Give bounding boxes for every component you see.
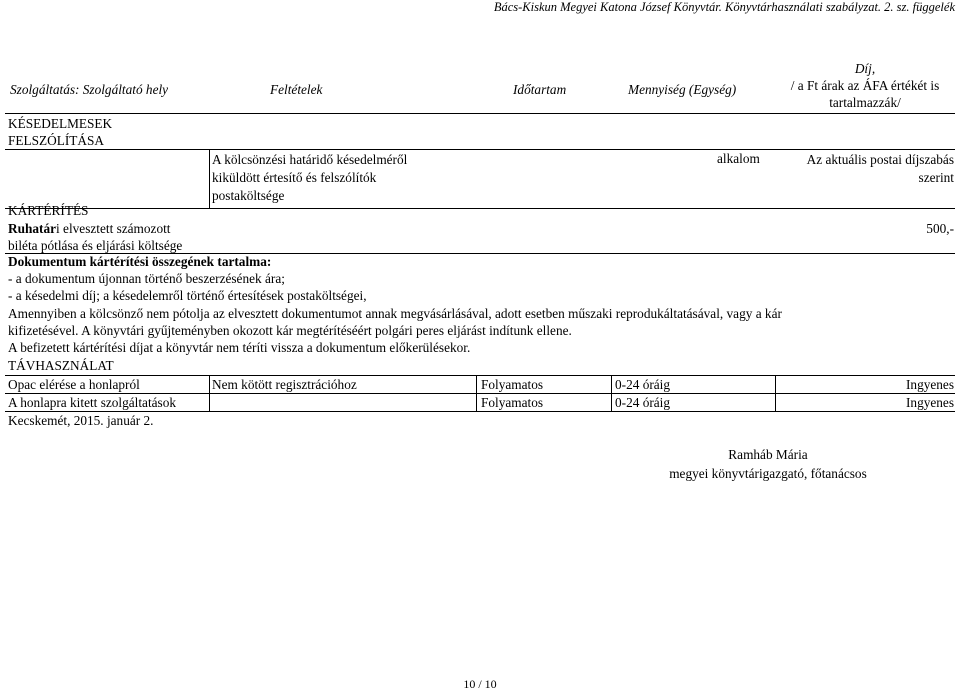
late-notice-title-line2: FELSZÓLÍTÁSA xyxy=(8,133,105,148)
remote-row-2-duration: Folyamatos xyxy=(481,395,544,410)
remote-title: TÁVHASZNÁLAT xyxy=(8,358,114,373)
section-divider xyxy=(5,208,955,209)
signer-title: megyei könyvtárigazgató, főtanácsos xyxy=(669,466,867,481)
section-divider xyxy=(5,149,955,150)
remote-row-1-service: Opac elérése a honlapról xyxy=(8,377,140,392)
remote-table-bottom-line xyxy=(5,411,955,412)
column-divider xyxy=(209,149,210,208)
compensation-cloakroom-line1 xyxy=(8,221,171,237)
compensation-content-title: Dokumentum kártérítési összegének tartalma: xyxy=(8,254,272,269)
late-notice-fee xyxy=(807,151,954,187)
compensation-paragraph-2: A befizetett kártérítési díjat a könyvtár nem téríti vissza a dokumentum előkerülésekor. xyxy=(8,340,471,355)
late-notice-conditions xyxy=(212,151,407,205)
compensation-cloakroom-line2: biléta pótlása és eljárási költsége xyxy=(8,238,183,253)
column-header-duration: Időtartam xyxy=(513,82,567,97)
remote-row-1-condition: Nem kötött regisztrációhoz xyxy=(212,377,357,392)
compensation-title: KÁRTÉRÍTÉS xyxy=(8,203,89,218)
late-notice-title-line1: KÉSEDELMESEK xyxy=(8,116,113,131)
page-number: 10 / 10 xyxy=(463,677,497,691)
late-notice-title xyxy=(8,115,112,149)
compensation-paragraph-1b: kifizetésével. A könyvtári gyűjteményben okozott kár megtérítéséért polgári peres eljárást indítunk ellene. xyxy=(8,323,572,338)
late-notice-cond-line3: postaköltsége xyxy=(212,188,285,203)
column-header-fee xyxy=(775,60,955,111)
fee-note-line2: tartalmazzák/ xyxy=(829,95,901,110)
compensation-item-2: - a késedelmi díj; a késedelemről történő értesítések postaköltségei, xyxy=(8,288,367,303)
compensation-fee: 500,- xyxy=(926,221,954,236)
place-and-date: Kecskemét, 2015. január 2. xyxy=(8,413,154,428)
running-header: Bács-Kiskun Megyei Katona József Könyvtár. Könyvtárhasználati szabályzat. 2. sz. függelék xyxy=(493,0,955,14)
remote-col-divider xyxy=(476,375,477,411)
compensation-paragraph-1a: Amennyiben a kölcsönző nem pótolja az elvesztett dokumentumot annak megvásárlásával, adott esetben műszaki reprodukáltatásával, vagy a kár xyxy=(8,306,782,321)
remote-col-divider xyxy=(775,375,776,411)
signer-name: Ramháb Mária xyxy=(728,447,808,462)
fee-note-line1: / a Ft árak az ÁFA értékét is xyxy=(790,78,940,93)
signature-block xyxy=(656,445,880,483)
remote-col-divider xyxy=(209,375,210,411)
column-header-quantity: Mennyiség (Egység) xyxy=(628,82,737,97)
column-header-conditions: Feltételek xyxy=(270,82,323,97)
late-notice-cond-line1: A kölcsönzési határidő késedelméről xyxy=(212,152,408,167)
remote-row-1-duration: Folyamatos xyxy=(481,377,544,392)
compensation-cloakroom-bold: Ruhatár xyxy=(8,221,57,236)
late-notice-fee-line2: szerint xyxy=(918,170,954,185)
header-divider xyxy=(5,113,955,114)
late-notice-quantity: alkalom xyxy=(717,151,760,166)
remote-table-top-line xyxy=(5,375,955,376)
late-notice-cond-line2: kiküldött értesítő és felszólítók xyxy=(212,170,377,185)
remote-row-1-quantity: 0-24 óráig xyxy=(615,377,671,392)
remote-row-1-fee: Ingyenes xyxy=(906,377,954,392)
remote-row-2-quantity: 0-24 óráig xyxy=(615,395,671,410)
fee-title: Díj, xyxy=(854,61,876,76)
remote-table-mid-line xyxy=(5,393,955,394)
remote-col-divider xyxy=(611,375,612,411)
compensation-item-1: - a dokumentum újonnan történő beszerzésének ára; xyxy=(8,271,285,286)
remote-row-2-fee: Ingyenes xyxy=(906,395,954,410)
remote-row-2-service: A honlapra kitett szolgáltatások xyxy=(8,395,177,410)
late-notice-fee-line1: Az aktuális postai díjszabás xyxy=(806,152,954,167)
compensation-cloakroom-rest: i elvesztett számozott xyxy=(56,221,171,236)
column-header-service: Szolgáltatás: Szolgáltató hely xyxy=(10,82,169,97)
